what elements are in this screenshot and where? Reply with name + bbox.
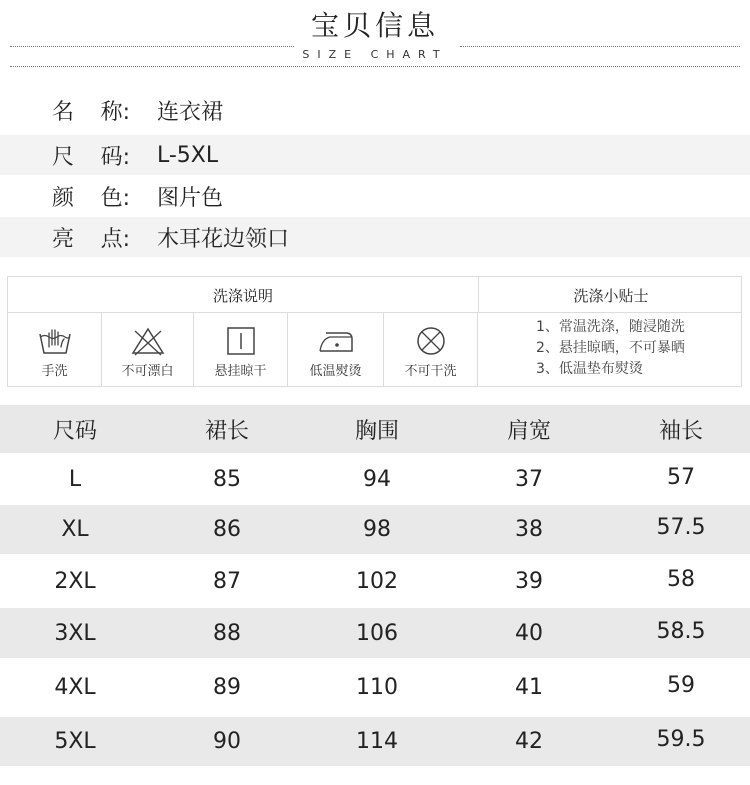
table-cell: XL xyxy=(61,517,89,542)
column-header: 肩宽 xyxy=(506,418,551,444)
table-cell: 87 xyxy=(213,568,241,594)
table-cell: 57.5 xyxy=(656,515,706,540)
table-cell: 58.5 xyxy=(656,618,706,644)
care-caption: 不可干洗 xyxy=(404,364,457,379)
table-cell: 39 xyxy=(515,568,543,594)
table-row xyxy=(0,658,750,717)
info-row-highlight xyxy=(0,217,750,257)
header xyxy=(0,0,750,80)
care-instructions xyxy=(7,276,742,387)
table-cell: 59.5 xyxy=(656,727,706,752)
info-value: 木耳花边领口 xyxy=(157,226,290,252)
tip-item: 2、悬挂晾晒，不可暴晒 xyxy=(536,340,685,356)
divider xyxy=(10,66,740,67)
low-iron-icon xyxy=(316,325,356,357)
divider xyxy=(460,46,740,47)
tip-item: 3、低温垫布熨烫 xyxy=(536,361,643,377)
table-row xyxy=(0,608,750,658)
table-cell: 42 xyxy=(515,729,543,754)
care-caption: 不可漂白 xyxy=(121,364,174,379)
table-cell: 41 xyxy=(515,675,543,700)
info-value: 连衣裙 xyxy=(157,99,224,125)
info-row-name xyxy=(0,90,750,130)
page-title: 宝贝信息 xyxy=(310,9,439,42)
tip-item: 1、常温洗涤，随浸随洗 xyxy=(536,319,685,335)
no-bleach-icon xyxy=(130,325,166,357)
table-row xyxy=(0,717,750,766)
info-value: L-5XL xyxy=(157,142,219,168)
column-header: 裙长 xyxy=(204,418,249,444)
tips-title: 洗涤小贴士 xyxy=(478,277,743,313)
care-caption: 低温熨烫 xyxy=(309,364,362,379)
table-row xyxy=(0,554,750,608)
table-cell: 59 xyxy=(667,673,695,698)
table-cell: 40 xyxy=(515,620,543,646)
page-subtitle: SIZE CHART xyxy=(302,48,448,61)
hang-dry-icon xyxy=(223,325,259,357)
no-dry-clean-icon xyxy=(413,325,449,357)
table-row xyxy=(0,453,750,505)
table-cell: L xyxy=(68,466,82,492)
care-header xyxy=(8,277,741,313)
care-item-no-dry-clean xyxy=(384,313,478,387)
table-cell: 114 xyxy=(356,729,398,754)
table-cell: 38 xyxy=(515,517,543,542)
table-cell: 37 xyxy=(515,466,543,492)
care-caption: 手洗 xyxy=(41,364,68,379)
info-label: 尺 码: xyxy=(52,144,130,170)
table-cell: 2XL xyxy=(54,568,96,594)
info-label: 名 称: xyxy=(52,99,130,125)
table-cell: 85 xyxy=(213,466,241,492)
info-value: 图片色 xyxy=(157,185,224,211)
info-row-color xyxy=(0,176,750,216)
table-cell: 88 xyxy=(213,620,241,646)
care-item-low-iron xyxy=(288,313,384,387)
table-cell: 3XL xyxy=(54,620,96,646)
care-item-no-bleach xyxy=(102,313,194,387)
info-row-size xyxy=(0,135,750,175)
table-cell: 4XL xyxy=(54,675,96,700)
care-caption: 悬挂晾干 xyxy=(214,364,267,379)
table-cell: 102 xyxy=(356,568,398,594)
column-header: 袖长 xyxy=(658,418,703,444)
table-cell: 86 xyxy=(213,517,241,542)
care-item-hang-dry xyxy=(194,313,288,387)
table-cell: 110 xyxy=(356,675,398,700)
table-cell: 94 xyxy=(363,466,391,492)
care-item-hand-wash xyxy=(8,313,102,387)
table-cell: 106 xyxy=(356,620,398,646)
info-label: 亮 点: xyxy=(52,226,130,252)
table-header xyxy=(0,405,750,453)
column-header: 胸围 xyxy=(354,418,399,444)
table-cell: 58 xyxy=(667,566,695,592)
table-cell: 5XL xyxy=(54,729,96,754)
washing-tips xyxy=(478,313,743,387)
info-label: 颜 色: xyxy=(52,185,130,211)
hand-wash-icon xyxy=(37,325,73,357)
table-cell: 98 xyxy=(363,517,391,542)
column-header: 尺码 xyxy=(52,418,97,444)
table-cell: 90 xyxy=(213,729,241,754)
table-cell: 57 xyxy=(667,464,695,490)
table-cell: 89 xyxy=(213,675,241,700)
table-row xyxy=(0,505,750,554)
care-title: 洗涤说明 xyxy=(212,286,273,305)
divider xyxy=(10,46,294,47)
